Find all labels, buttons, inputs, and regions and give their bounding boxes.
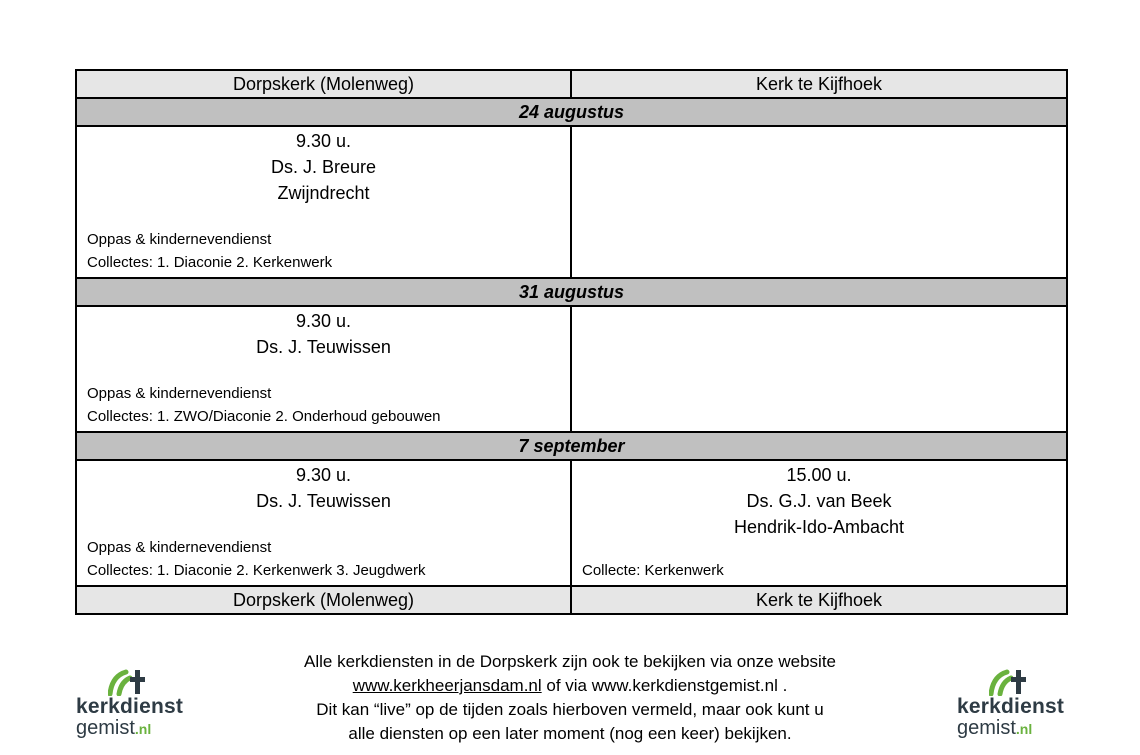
logo-word-kerkdienst: kerkdienst <box>76 695 184 718</box>
service-time: 9.30 u. <box>295 465 352 485</box>
logo-word-gemist: gemist <box>957 717 1016 739</box>
right-service-cell <box>571 126 1067 278</box>
service-preacher: Ds. G.J. van Beek <box>746 491 892 511</box>
footer-text <box>230 650 910 746</box>
left-service-cell <box>76 306 571 432</box>
right-service-cell <box>571 460 1067 586</box>
service-date: 24 augustus <box>76 98 1067 126</box>
right-service-cell <box>571 306 1067 432</box>
schedule-table <box>75 69 1068 615</box>
service-row <box>76 126 1067 278</box>
kerkdienstgemist-logo-icon <box>108 668 148 696</box>
service-row <box>76 306 1067 432</box>
service-preacher: Ds. J. Breure <box>270 157 377 177</box>
service-collectes: Collectes: 1. Diaconie 2. Kerkenwerk 3. Jeugdwerk <box>87 562 426 579</box>
footer-line-3: Dit kan “live” op de tijden zoals hierboven vermeld, maar ook kunt u <box>316 700 824 719</box>
kerkdienstgemist-logo-left <box>76 668 196 739</box>
header-col-kijfhoek: Kerk te Kijfhoek <box>571 70 1067 98</box>
logo-tld: .nl <box>134 721 152 737</box>
logo-tld: .nl <box>1015 721 1033 737</box>
service-date: 7 september <box>76 432 1067 460</box>
footer-line-4: alle diensten op een later moment (nog een keer) bekijken. <box>348 724 792 743</box>
logo-word-gemist: gemist <box>76 717 135 739</box>
website-link[interactable]: www.kerkheerjansdam.nl <box>352 676 542 695</box>
service-note: Oppas & kindernevendienst <box>87 539 272 556</box>
left-service-cell <box>76 460 571 586</box>
header-col-dorpskerk: Dorpskerk (Molenweg) <box>76 70 571 98</box>
service-note: Oppas & kindernevendienst <box>87 385 272 402</box>
service-note: Oppas & kindernevendienst <box>87 231 272 248</box>
service-date: 31 augustus <box>76 278 1067 306</box>
service-time: 15.00 u. <box>786 465 852 485</box>
logo-word-kerkdienst: kerkdienst <box>957 695 1065 718</box>
footer-header-row <box>76 586 1067 614</box>
service-preacher-place: Zwijndrecht <box>277 183 370 203</box>
footer-line-2 <box>230 674 910 698</box>
header-row <box>76 70 1067 98</box>
footer-col-dorpskerk: Dorpskerk (Molenweg) <box>76 586 571 614</box>
service-preacher: Ds. J. Teuwissen <box>256 337 391 357</box>
service-time: 9.30 u. <box>295 131 352 151</box>
service-collectes: Collecte: Kerkenwerk <box>582 562 724 579</box>
date-row <box>76 432 1067 460</box>
footer-line-2-rest: of via www.kerkdienstgemist.nl . <box>541 676 788 695</box>
service-collectes: Collectes: 1. Diaconie 2. Kerkenwerk <box>87 254 333 271</box>
date-row <box>76 98 1067 126</box>
kerkdienstgemist-logo-icon <box>989 668 1029 696</box>
service-collectes: Collectes: 1. ZWO/Diaconie 2. Onderhoud gebouwen <box>87 408 441 425</box>
kerkdienstgemist-logo-right <box>957 668 1077 739</box>
service-preacher: Ds. J. Teuwissen <box>256 491 391 511</box>
service-row <box>76 460 1067 586</box>
date-row <box>76 278 1067 306</box>
left-service-cell <box>76 126 571 278</box>
footer-col-kijfhoek: Kerk te Kijfhoek <box>571 586 1067 614</box>
service-time: 9.30 u. <box>295 311 352 331</box>
footer-line-1: Alle kerkdiensten in de Dorpskerk zijn ook te bekijken via onze website <box>304 652 836 671</box>
service-preacher-place: Hendrik-Ido-Ambacht <box>733 517 905 537</box>
